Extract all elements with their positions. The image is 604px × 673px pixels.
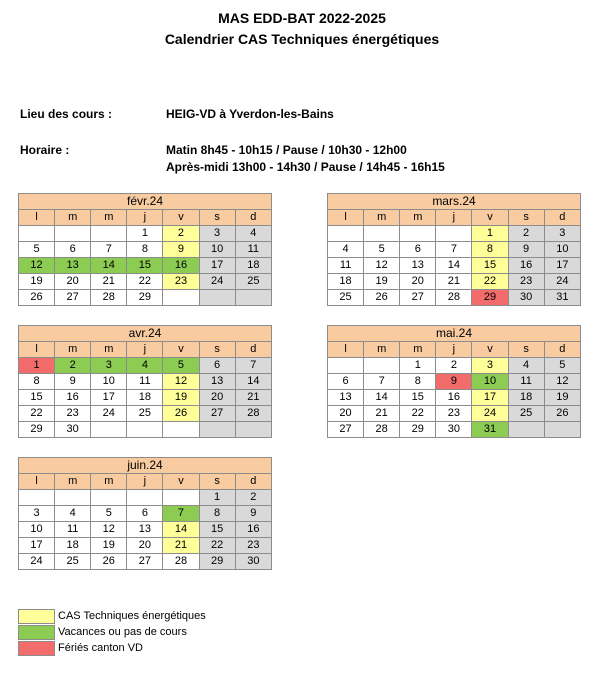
day-cell: 13 [400, 258, 436, 274]
day-cell: 17 [544, 258, 580, 274]
day-cell: 28 [364, 422, 400, 438]
day-cell: 7 [436, 242, 472, 258]
day-cell: 1 [127, 226, 163, 242]
month-title: mars.24 [328, 194, 581, 210]
day-cell [400, 226, 436, 242]
day-cell: 30 [55, 422, 91, 438]
day-cell [235, 422, 271, 438]
day-cell: 10 [199, 242, 235, 258]
day-cell: 26 [19, 290, 55, 306]
day-cell: 22 [19, 406, 55, 422]
day-cell: 9 [436, 374, 472, 390]
day-cell: 25 [235, 274, 271, 290]
day-cell: 11 [235, 242, 271, 258]
day-cell: 27 [400, 290, 436, 306]
day-cell: 19 [19, 274, 55, 290]
month-title: févr.24 [19, 194, 272, 210]
weekday-header: d [544, 342, 580, 358]
day-cell: 3 [544, 226, 580, 242]
week-row [19, 538, 272, 554]
day-cell: 4 [235, 226, 271, 242]
day-cell: 10 [91, 374, 127, 390]
day-cell: 24 [91, 406, 127, 422]
day-cell: 18 [55, 538, 91, 554]
day-cell [364, 358, 400, 374]
weekday-header: m [364, 210, 400, 226]
week-row [328, 422, 581, 438]
day-cell [328, 358, 364, 374]
day-cell: 22 [199, 538, 235, 554]
day-cell: 20 [127, 538, 163, 554]
day-cell: 27 [199, 406, 235, 422]
day-cell: 10 [544, 242, 580, 258]
weekday-header: v [163, 210, 199, 226]
day-cell: 9 [55, 374, 91, 390]
day-cell: 20 [328, 406, 364, 422]
month-calendar [18, 457, 272, 570]
day-cell: 6 [55, 242, 91, 258]
weekday-header: d [235, 342, 271, 358]
day-cell [235, 290, 271, 306]
day-cell [91, 490, 127, 506]
day-cell: 25 [328, 290, 364, 306]
day-cell: 28 [163, 554, 199, 570]
day-cell: 7 [91, 242, 127, 258]
day-cell: 11 [127, 374, 163, 390]
week-row [19, 390, 272, 406]
day-cell: 21 [235, 390, 271, 406]
day-cell: 14 [436, 258, 472, 274]
day-cell: 3 [19, 506, 55, 522]
legend-swatch-vacances [18, 625, 55, 640]
day-cell: 4 [127, 358, 163, 374]
day-cell [436, 226, 472, 242]
day-cell: 2 [436, 358, 472, 374]
day-cell: 19 [544, 390, 580, 406]
day-cell: 28 [235, 406, 271, 422]
day-cell: 23 [508, 274, 544, 290]
week-row [19, 374, 272, 390]
week-row [19, 506, 272, 522]
month-title: avr.24 [19, 326, 272, 342]
week-row [19, 554, 272, 570]
day-cell [163, 290, 199, 306]
day-cell: 8 [400, 374, 436, 390]
weekday-header: l [19, 342, 55, 358]
day-cell: 26 [544, 406, 580, 422]
day-cell: 1 [472, 226, 508, 242]
day-cell: 29 [199, 554, 235, 570]
day-cell [91, 226, 127, 242]
day-cell: 29 [400, 422, 436, 438]
day-cell: 24 [199, 274, 235, 290]
day-cell [19, 226, 55, 242]
day-cell: 26 [364, 290, 400, 306]
day-cell: 5 [544, 358, 580, 374]
day-cell: 20 [199, 390, 235, 406]
day-cell: 5 [163, 358, 199, 374]
day-cell: 5 [19, 242, 55, 258]
day-cell: 30 [235, 554, 271, 570]
day-cell: 1 [199, 490, 235, 506]
day-cell: 25 [127, 406, 163, 422]
day-cell: 15 [199, 522, 235, 538]
day-cell: 18 [508, 390, 544, 406]
day-cell: 17 [199, 258, 235, 274]
day-cell: 4 [508, 358, 544, 374]
day-cell: 29 [19, 422, 55, 438]
day-cell: 24 [544, 274, 580, 290]
day-cell: 21 [364, 406, 400, 422]
day-cell: 2 [508, 226, 544, 242]
weekday-header: s [199, 474, 235, 490]
weekday-header: m [55, 474, 91, 490]
day-cell: 8 [127, 242, 163, 258]
day-cell: 3 [91, 358, 127, 374]
month-calendar [18, 325, 272, 438]
weekday-header: v [163, 342, 199, 358]
week-row [328, 406, 581, 422]
day-cell [364, 226, 400, 242]
week-row [328, 358, 581, 374]
day-cell [19, 490, 55, 506]
horaire-label: Horaire : [20, 143, 70, 157]
day-cell: 23 [163, 274, 199, 290]
weekday-header: m [91, 210, 127, 226]
day-cell: 17 [91, 390, 127, 406]
legend-label-feries: Fériés canton VD [58, 642, 143, 654]
week-row [19, 226, 272, 242]
weekday-header: j [127, 474, 163, 490]
day-cell: 19 [364, 274, 400, 290]
day-cell: 9 [508, 242, 544, 258]
week-row [328, 242, 581, 258]
day-cell: 11 [55, 522, 91, 538]
day-cell: 11 [508, 374, 544, 390]
day-cell: 8 [19, 374, 55, 390]
day-cell: 7 [163, 506, 199, 522]
day-cell: 24 [472, 406, 508, 422]
day-cell: 18 [328, 274, 364, 290]
week-row [328, 258, 581, 274]
week-row [328, 290, 581, 306]
day-cell [199, 290, 235, 306]
day-cell: 7 [235, 358, 271, 374]
day-cell: 9 [235, 506, 271, 522]
day-cell: 22 [127, 274, 163, 290]
day-cell: 23 [55, 406, 91, 422]
weekday-header: s [199, 210, 235, 226]
day-cell [55, 490, 91, 506]
legend-swatch-cas [18, 609, 55, 624]
weekday-header: j [436, 210, 472, 226]
day-cell: 30 [508, 290, 544, 306]
day-cell: 24 [19, 554, 55, 570]
weekday-header: d [235, 210, 271, 226]
weekday-header: m [55, 342, 91, 358]
document-title: MAS EDD-BAT 2022-2025 [218, 10, 386, 26]
month-title: mai.24 [328, 326, 581, 342]
day-cell: 31 [472, 422, 508, 438]
weekday-header: d [235, 474, 271, 490]
legend-label-cas: CAS Techniques énergétiques [58, 610, 206, 622]
day-cell: 12 [163, 374, 199, 390]
day-cell: 20 [55, 274, 91, 290]
weekday-header: s [508, 342, 544, 358]
weekday-header: v [163, 474, 199, 490]
week-row [19, 406, 272, 422]
day-cell: 16 [235, 522, 271, 538]
day-cell: 21 [91, 274, 127, 290]
day-cell: 15 [127, 258, 163, 274]
week-row [328, 374, 581, 390]
month-calendar [327, 193, 581, 306]
day-cell: 27 [328, 422, 364, 438]
day-cell: 23 [235, 538, 271, 554]
weekday-header: j [127, 210, 163, 226]
day-cell: 14 [235, 374, 271, 390]
day-cell: 6 [400, 242, 436, 258]
day-cell: 13 [127, 522, 163, 538]
weekday-header: v [472, 210, 508, 226]
day-cell: 4 [328, 242, 364, 258]
day-cell [544, 422, 580, 438]
day-cell: 14 [364, 390, 400, 406]
weekday-header: m [55, 210, 91, 226]
day-cell: 19 [91, 538, 127, 554]
day-cell: 29 [127, 290, 163, 306]
weekday-header: m [400, 342, 436, 358]
day-cell: 1 [400, 358, 436, 374]
weekday-header: l [328, 210, 364, 226]
day-cell [163, 422, 199, 438]
month-calendar [327, 325, 581, 438]
day-cell: 5 [364, 242, 400, 258]
day-cell: 31 [544, 290, 580, 306]
lieu-value: HEIG-VD à Yverdon-les-Bains [166, 107, 334, 121]
week-row [19, 490, 272, 506]
day-cell: 26 [91, 554, 127, 570]
day-cell [55, 226, 91, 242]
day-cell: 16 [436, 390, 472, 406]
day-cell: 16 [508, 258, 544, 274]
day-cell: 22 [472, 274, 508, 290]
day-cell: 8 [199, 506, 235, 522]
weekday-header: m [91, 342, 127, 358]
day-cell: 28 [436, 290, 472, 306]
weekday-header: m [91, 474, 127, 490]
week-row [19, 290, 272, 306]
week-row [19, 522, 272, 538]
day-cell: 29 [472, 290, 508, 306]
day-cell [199, 422, 235, 438]
day-cell: 2 [55, 358, 91, 374]
day-cell: 30 [436, 422, 472, 438]
day-cell: 25 [508, 406, 544, 422]
day-cell: 22 [400, 406, 436, 422]
weekday-header: j [436, 342, 472, 358]
day-cell: 11 [328, 258, 364, 274]
day-cell [127, 490, 163, 506]
day-cell: 13 [328, 390, 364, 406]
week-row [19, 258, 272, 274]
day-cell: 12 [544, 374, 580, 390]
day-cell: 3 [472, 358, 508, 374]
weekday-header: m [364, 342, 400, 358]
day-cell: 16 [163, 258, 199, 274]
document-subtitle: Calendrier CAS Techniques énergétiques [164, 31, 440, 47]
week-row [328, 274, 581, 290]
day-cell: 6 [328, 374, 364, 390]
day-cell: 2 [235, 490, 271, 506]
day-cell: 3 [199, 226, 235, 242]
day-cell [163, 490, 199, 506]
day-cell [91, 422, 127, 438]
legend-label-vacances: Vacances ou pas de cours [58, 626, 187, 638]
weekday-header: s [508, 210, 544, 226]
month-title: juin.24 [19, 458, 272, 474]
day-cell: 18 [127, 390, 163, 406]
day-cell: 20 [400, 274, 436, 290]
day-cell: 14 [91, 258, 127, 274]
day-cell: 6 [199, 358, 235, 374]
day-cell: 13 [55, 258, 91, 274]
week-row [328, 390, 581, 406]
horaire-matin: Matin 8h45 - 10h15 / Pause / 10h30 - 12h00 [166, 143, 407, 157]
day-cell: 28 [91, 290, 127, 306]
day-cell: 10 [19, 522, 55, 538]
day-cell: 27 [55, 290, 91, 306]
week-row [19, 242, 272, 258]
day-cell [508, 422, 544, 438]
day-cell: 10 [472, 374, 508, 390]
day-cell: 26 [163, 406, 199, 422]
lieu-label: Lieu des cours : [20, 107, 113, 121]
day-cell: 9 [163, 242, 199, 258]
day-cell: 15 [19, 390, 55, 406]
day-cell: 13 [199, 374, 235, 390]
day-cell: 4 [55, 506, 91, 522]
day-cell: 17 [472, 390, 508, 406]
day-cell: 6 [127, 506, 163, 522]
legend-swatch-feries [18, 641, 55, 656]
week-row [19, 274, 272, 290]
day-cell: 15 [400, 390, 436, 406]
day-cell: 21 [436, 274, 472, 290]
day-cell: 8 [472, 242, 508, 258]
day-cell: 15 [472, 258, 508, 274]
weekday-header: l [19, 210, 55, 226]
day-cell [127, 422, 163, 438]
weekday-header: s [199, 342, 235, 358]
weekday-header: m [400, 210, 436, 226]
day-cell: 12 [91, 522, 127, 538]
day-cell: 19 [163, 390, 199, 406]
day-cell: 12 [19, 258, 55, 274]
day-cell: 7 [364, 374, 400, 390]
month-calendar [18, 193, 272, 306]
day-cell: 2 [163, 226, 199, 242]
day-cell: 12 [364, 258, 400, 274]
horaire-apres-midi: Après-midi 13h00 - 14h30 / Pause / 14h45 - 16h15 [166, 160, 445, 174]
weekday-header: j [127, 342, 163, 358]
day-cell: 16 [55, 390, 91, 406]
day-cell: 14 [163, 522, 199, 538]
day-cell: 18 [235, 258, 271, 274]
weekday-header: l [328, 342, 364, 358]
day-cell: 27 [127, 554, 163, 570]
day-cell: 17 [19, 538, 55, 554]
day-cell: 5 [91, 506, 127, 522]
weekday-header: l [19, 474, 55, 490]
weekday-header: v [472, 342, 508, 358]
week-row [19, 422, 272, 438]
day-cell [328, 226, 364, 242]
week-row [19, 358, 272, 374]
day-cell: 1 [19, 358, 55, 374]
day-cell: 23 [436, 406, 472, 422]
day-cell: 25 [55, 554, 91, 570]
day-cell: 21 [163, 538, 199, 554]
weekday-header: d [544, 210, 580, 226]
week-row [328, 226, 581, 242]
